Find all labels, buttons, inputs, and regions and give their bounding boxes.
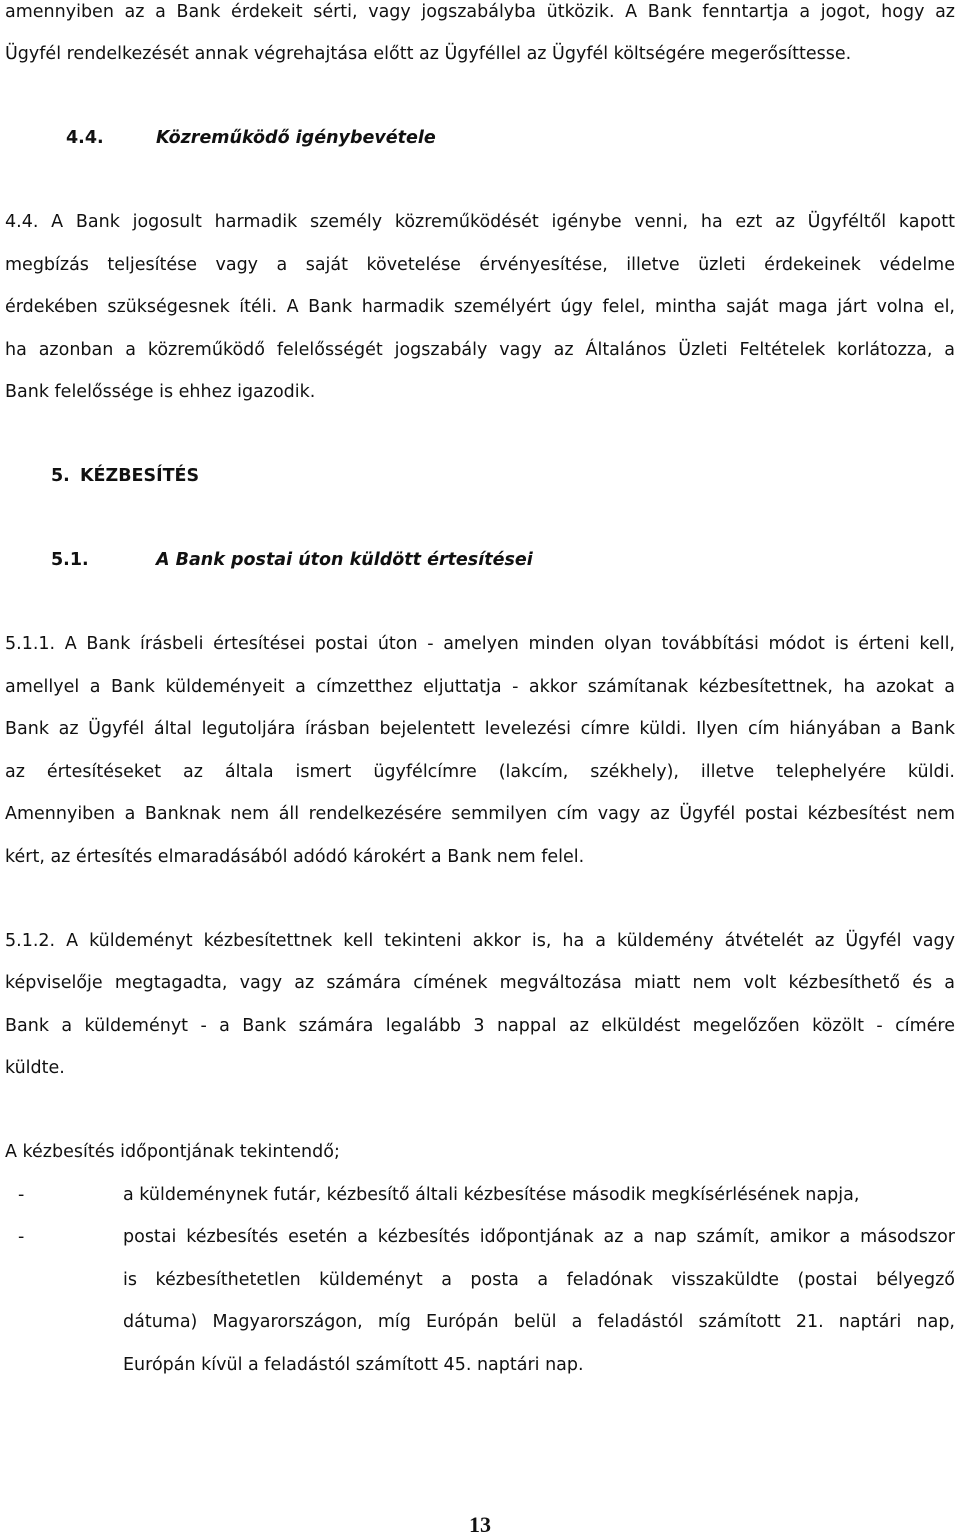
para-4-4-line: 4.4. A Bank jogosult harmadik személy közreműködését igénybe venni, ha ezt az Ügyféltől kapott xyxy=(5,212,955,232)
para-5-1-1-line: amellyel a Bank küldeményeit a címzetthez eljuttatja - akkor számítanak kézbesítettnek, ha azokat a xyxy=(5,677,955,697)
list-item-text: Európán kívül a feladástól számított 45. naptári nap. xyxy=(123,1355,584,1375)
para-5-1-1-line: kért, az értesítés elmaradásából adódó károkért a Bank nem felel. xyxy=(5,847,585,867)
bullet-dash: - xyxy=(18,1185,25,1205)
intro-line-1: amennyiben az a Bank érdekeit sérti, vagy jogszabályba ütközik. A Bank fenntartja a jogot, hogy az xyxy=(5,2,955,22)
list-item-text: is kézbesíthetetlen küldeményt a posta a feladónak visszaküldte (postai bélyegző xyxy=(123,1270,955,1290)
section-number: 5.1. xyxy=(51,550,89,570)
para-5-1-1-line: Bank az Ügyfél által legutoljára írásban bejelentett levelezési címre küldi. Ilyen cím hiányában a Bank xyxy=(5,719,955,739)
section-title: Közreműködő igénybevétele xyxy=(156,128,436,148)
bullet-dash: - xyxy=(18,1227,25,1247)
para-5-1-1-line: az értesítéseket az általa ismert ügyfélcímre (lakcím, székhely), illetve telephelyére küldi. xyxy=(5,762,955,782)
list-item-text: dátuma) Magyarországon, míg Európán belül a feladástól számított 21. naptári nap, xyxy=(123,1312,955,1332)
para-5-1-2-line: küldte. xyxy=(5,1058,65,1078)
para-4-4-line: érdekében szükségesnek ítéli. A Bank harmadik személyért úgy felel, mintha saját maga járt volna el, xyxy=(5,297,955,317)
para-5-1-1-line: Amennyiben a Banknak nem áll rendelkezésére semmilyen cím vagy az Ügyfél postai kézbesítést nem xyxy=(5,804,955,824)
section-number: 4.4. xyxy=(66,128,104,148)
list-item-text: a küldeménynek futár, kézbesítő általi kézbesítése második megkísérlésének napja, xyxy=(123,1185,860,1205)
page-number: 13 xyxy=(469,1512,491,1537)
para-5-1-2-line: 5.1.2. A küldeményt kézbesítettnek kell tekinteni akkor is, ha a küldemény átvételét az Ügyfél vagy xyxy=(5,931,955,951)
intro-line-2: Ügyfél rendelkezését annak végrehajtása előtt az Ügyféllel az Ügyfél költségére megerősíttesse. xyxy=(5,44,852,64)
section-number: 5. xyxy=(51,466,70,486)
para-5-1-1-line: 5.1.1. A Bank írásbeli értesítései postai úton - amelyen minden olyan továbbítási módot is érteni kell, xyxy=(5,634,955,654)
para-4-4-line: Bank felelőssége is ehhez igazodik. xyxy=(5,382,316,402)
para-5-1-2-line: Bank a küldeményt - a Bank számára legalább 3 nappal az elküldést megelőzően közölt - címére xyxy=(5,1016,955,1036)
section-title: KÉZBESÍTÉS xyxy=(80,466,200,486)
para-4-4-line: ha azonban a közreműködő felelősségét jogszabály vagy az Általános Üzleti Feltételek korlátozza, a xyxy=(5,340,955,360)
para-5-1-2-line: képviselője megtagadta, vagy az számára címének megváltozása miatt nem volt kézbesíthető és a xyxy=(5,973,955,993)
section-title: A Bank postai úton küldött értesítései xyxy=(156,550,533,570)
para-4-4-line: megbízás teljesítése vagy a saját követelése érvényesítése, illetve üzleti érdekeinek védelme xyxy=(5,255,955,275)
list-item-text: postai kézbesítés esetén a kézbesítés időpontjának az a nap számít, amikor a másodszor xyxy=(123,1227,955,1247)
delivery-intro: A kézbesítés időpontjának tekintendő; xyxy=(5,1142,340,1162)
